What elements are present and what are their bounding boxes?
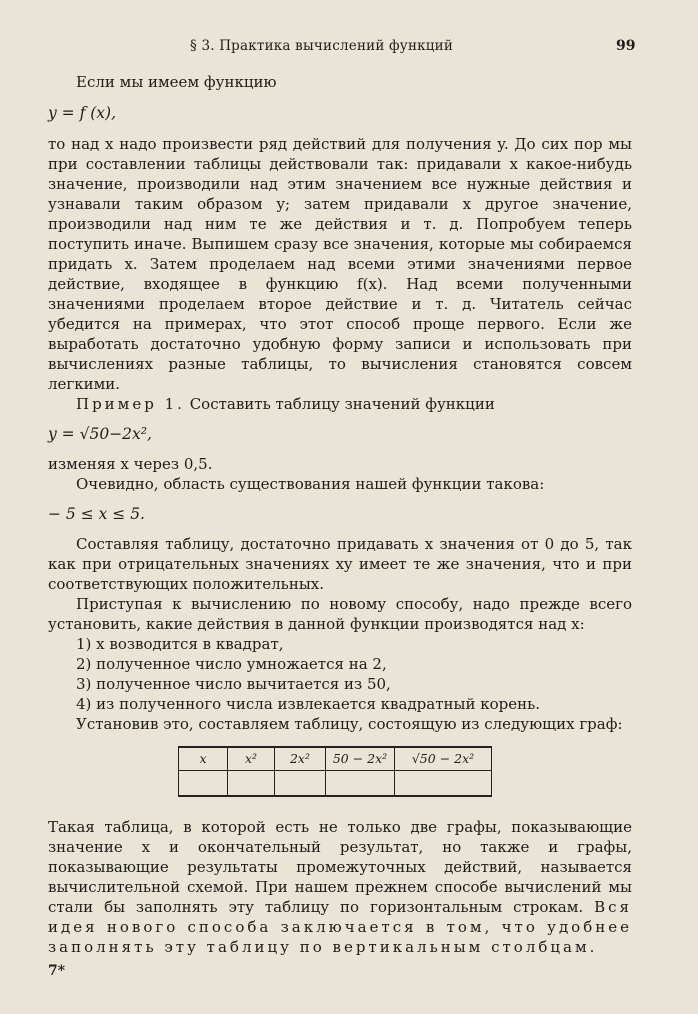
table-cell — [395, 771, 492, 797]
table-cell — [275, 771, 326, 797]
table-header-cell: x — [179, 747, 228, 771]
actions-list — [48, 634, 632, 714]
formula-root: y = √50−2x², — [48, 425, 152, 443]
paragraph-intro: Если мы имеем функцию — [76, 73, 277, 91]
list-item: 1) x возводится в квадрат, — [76, 635, 284, 653]
page-number: 99 — [616, 38, 636, 54]
paragraph-scheme — [48, 817, 632, 957]
table-header-cell: √50 − 2x² — [395, 747, 492, 771]
list-item: 2) полученное число умножается на 2, — [76, 655, 387, 673]
signature-mark: 7* — [48, 963, 66, 979]
scheme-text: Такая таблица, в которой есть не только две графы, показывающие значение x и окончательный результат, но также и графы, показывающие результаты промежуточных действий, называется вычислительной схемой. При нашем прежнем способе вычислений мы стали бы заполнять эту таблицу по горизонтальным строкам. — [48, 818, 632, 916]
table-cell — [326, 771, 395, 797]
formula-domain: − 5 ≤ x ≤ 5. — [48, 505, 145, 523]
example-text: Составить таблицу значений функции — [189, 395, 495, 413]
computation-table-wrap — [178, 746, 492, 797]
table-row — [179, 771, 492, 797]
example-label: Пример 1. — [76, 395, 185, 413]
page-body — [48, 72, 632, 981]
table-cell — [179, 771, 228, 797]
list-item: 4) из полученного числа извлекается квадратный корень. — [76, 695, 541, 713]
paragraph-table-intro: Установив это, составляем таблицу, состоящую из следующих граф: — [76, 715, 623, 733]
paragraph-method: то над x надо произвести ряд действий для получения y. До сих пор мы при составлении таблицы действовали так: придавали x какое-нибудь значение, производили над этим значением все нужные действия и узнавали таким образом y; затем придавали x другое значение, производили над ним те же действия и т. д. Попробуем теперь поступить иначе. Выпишем сразу все значения, которые мы собираемся придать x. Затем проделаем над всеми этими значениями первое действие, входящее в функцию f(x). Над всеми полученными значениями проделаем второе действие и т. д. Читатель сейчас убедится на примерах, что этот способ проще первого. Если же выработать достаточно удобную форму записи и использовать при вычислениях разные таблицы, то вычисления становятся совсем легкими. — [48, 135, 632, 393]
paragraph-actions: Приступая к вычислению по новому способу, надо прежде всего установить, какие действия в данной функции производятся над x: — [48, 595, 632, 633]
table-header-row — [179, 747, 492, 771]
computation-table — [178, 746, 492, 797]
list-item: 3) полученное число вычитается из 50, — [76, 675, 391, 693]
formula-function: y = f (x), — [48, 104, 117, 122]
table-header-cell: 2x² — [275, 747, 326, 771]
paragraph-range: Составляя таблицу, достаточно придавать x значения от 0 до 5, так как при отрицательных значениях xy имеет те же значения, что и при соответствующих положительных. — [48, 535, 632, 593]
table-cell — [228, 771, 275, 797]
paragraph-step: изменяя x через 0,5. — [48, 455, 213, 473]
paragraph-domain: Очевидно, область существования нашей функции такова: — [76, 475, 545, 493]
running-title: § 3. Практика вычислений функций — [190, 38, 454, 54]
scheme-emphasis: Вся идея нового способа заключается в том, что удобнее заполнять эту таблицу по вертикальным столбцам. — [48, 898, 632, 956]
page-header — [0, 38, 698, 58]
table-header-cell: 50 − 2x² — [326, 747, 395, 771]
table-header-cell: x² — [228, 747, 275, 771]
example-heading — [48, 394, 632, 414]
